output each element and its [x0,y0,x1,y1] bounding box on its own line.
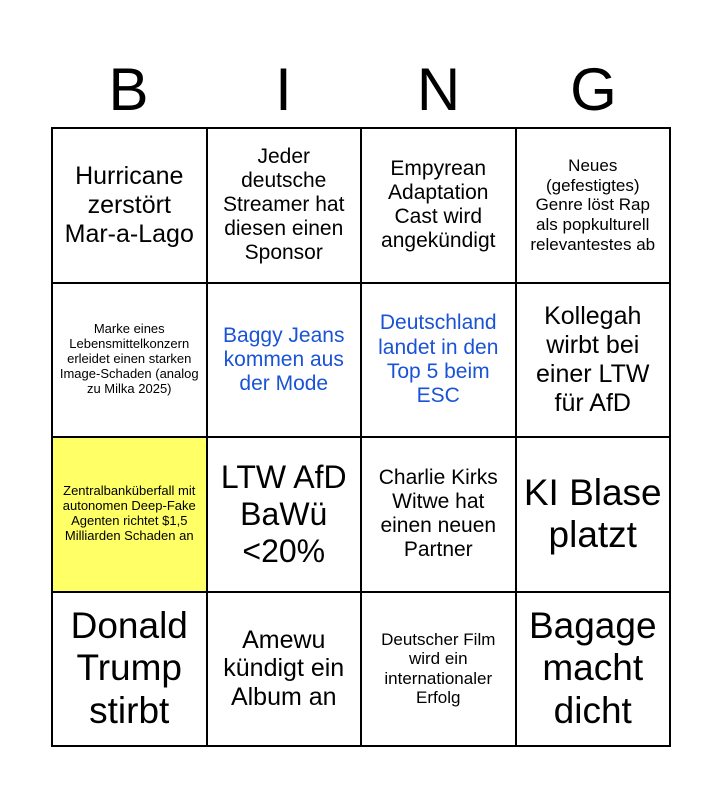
bingo-grid [51,127,671,747]
bingo-cell-text: Amewu kündigt ein Album an [223,625,345,712]
bingo-cell-4[interactable] [517,129,672,284]
bingo-cell-text: Deutschland landet in den Top 5 beim ESC [378,311,499,407]
bingo-cell-text: Zentralbanküberfall mit autonomen Deep-Fake Agenten richtet $1,5 Milliarden Schaden an [62,483,196,544]
bingo-cell-15[interactable] [362,593,517,748]
bingo-cell-16[interactable] [517,593,672,748]
bingo-cell-text: LTW AfD BaWü <20% [220,459,347,569]
bingo-cell-3[interactable] [362,129,517,284]
bingo-cell-text: Baggy Jeans kommen aus der Mode [223,323,345,395]
bingo-cell-text: Jeder deutsche Streamer hat diesen einen Sponsor [223,144,345,265]
bingo-cell-8[interactable] [517,284,672,439]
header-letter-g: G [570,56,617,123]
bingo-cell-2[interactable] [208,129,363,284]
bingo-cell-14[interactable] [208,593,363,748]
bingo-cell-text: Marke eines Lebensmittelkonzern erleidet einen starken Image-Schaden (analog zu Milka 2025) [59,321,199,397]
bingo-cell-text: Bagage macht dicht [528,604,657,732]
bingo-cell-free-space[interactable] [53,438,208,593]
bingo-cell-text: Deutscher Film wird ein internationaler Erfolg [381,629,496,708]
bingo-cell-11[interactable] [362,438,517,593]
bingo-cell-text: Kollegah wirbt bei einer LTW für AfD [536,302,650,417]
bingo-cell-7[interactable] [362,284,517,439]
bingo-header [51,52,671,128]
bingo-cell-5[interactable] [53,284,208,439]
bingo-cell-text: Donald Trump stirbt [70,604,188,732]
bingo-cell-1[interactable] [53,129,208,284]
bingo-cell-text: KI Blase platzt [523,471,662,556]
header-letter-b: B [108,56,149,123]
header-letter-n: N [416,56,461,123]
bingo-cell-text: Hurricane zerstört Mar-a-Lago [64,162,194,248]
bingo-cell-text: Charlie Kirks Witwe hat einen neuen Partner [378,465,498,562]
bingo-cell-6[interactable] [208,284,363,439]
header-letter-i: I [275,56,292,123]
bingo-cell-12[interactable] [517,438,672,593]
bingo-cell-13[interactable] [53,593,208,748]
bingo-cell-10[interactable] [208,438,363,593]
bingo-cell-text: Neues (gefestigtes) Genre löst Rap als popkulturell relevantestes ab [530,156,656,254]
bingo-cell-text: Empyrean Adaptation Cast wird angekündigt [381,156,496,253]
